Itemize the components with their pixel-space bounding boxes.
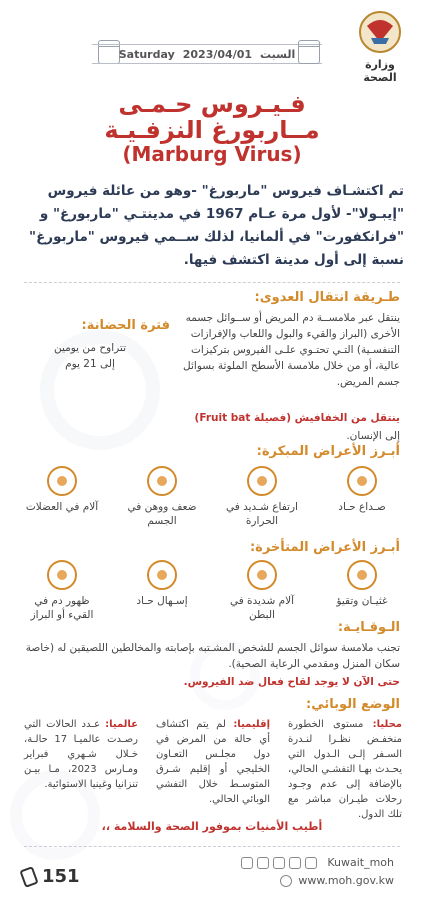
phone-icon	[19, 866, 38, 888]
muscle-pain-icon	[47, 466, 77, 496]
transmission-title: طـريقة انتقال العدوى:	[254, 290, 400, 305]
prevention-note: حتى الآن لا يوجد لقاح فعال ضد الفيروس.	[183, 676, 400, 688]
date-en: Saturday	[118, 47, 175, 61]
facebook-icon[interactable]	[257, 857, 269, 869]
incubation-line1: تتراوح من يومين	[53, 342, 127, 354]
intro-paragraph: تم اكتشـاف فيروس "ماربورغ" -وهو من عائلة فيروس "إيبـولا"- لأول مرة عـام 1967 في مدينتـي "ماربورغ" و "فرانكفورت" في ألمانيا، لذلك ســمي فيروس "ماربورغ" نسبة إلى أول مدينة اكتشف فيها.	[29, 183, 404, 268]
early-symptoms-title: أبـرز الأعراض المبكرة:	[256, 444, 400, 459]
late-symptoms-row	[24, 560, 400, 622]
transmission-bat-2: إلى الإنسان.	[346, 430, 400, 442]
hotline[interactable]	[22, 866, 80, 887]
twitter-icon[interactable]	[305, 857, 317, 869]
header	[0, 0, 424, 88]
incubation-text	[30, 340, 150, 372]
situation-title: الوضع الوبائي:	[306, 697, 400, 712]
symptom-item: ضعف ووهن في الجسم	[124, 466, 200, 528]
early-symptoms-row	[24, 466, 400, 528]
prevention-text: تجنب ملامسة سوائل الجسم للشخص المشـتبه بإصابته والمخالطين اللصيقين له (خاصة سكان المنزل ومقدمي الرعاية الصحية).	[25, 642, 400, 670]
hotline-number: 151	[42, 866, 80, 887]
symptom-item: إسـهال حـاد	[124, 560, 200, 622]
transmission-text: ينتقل عبر ملامســة دم المريض أو ســوائل جسمه الأخرى (البراز والقيء والبول واللعاب والإفرازات التنفسـية) التـي تحتـوي علـى الفيروس بتركيزات عالية، أو من خلال ملامسة الأسطح الملوثة بسوائل جسم المريض.	[183, 312, 400, 388]
symptom-item: آلام شديدة في البطن	[224, 560, 300, 622]
symptom-item: صـداع حـاد	[324, 466, 400, 528]
globe-icon	[280, 875, 292, 887]
symptom-item: ظهور دم في القيء أو البراز	[24, 560, 100, 622]
late-symptoms-title: أبـرز الأعراض المتأخرة:	[249, 540, 400, 555]
title-line2: مــاربورغ النزفـيـة	[104, 116, 320, 144]
headache-icon	[347, 466, 377, 496]
footer	[0, 852, 424, 900]
instagram-icon[interactable]	[273, 857, 285, 869]
title-line1: فـيـروس حـمـى	[118, 90, 306, 118]
date-ar: السبت	[260, 47, 296, 61]
symptom-item: غثيـان وتقيؤ	[324, 560, 400, 622]
abdominal-pain-icon	[247, 560, 277, 590]
social-links	[241, 856, 394, 869]
symptom-item: ارتفاع شـديد في الحرارة	[224, 466, 300, 528]
symptom-item: آلام في العضلات	[24, 466, 100, 528]
weakness-icon	[147, 466, 177, 496]
website-link[interactable]	[280, 874, 394, 887]
nausea-icon	[347, 560, 377, 590]
fever-icon	[247, 466, 277, 496]
ministry-logo	[350, 8, 410, 84]
ministry-name: وزارة الصحة	[363, 58, 397, 84]
situation-regional: إقليميا: لم يتم اكتشاف أي حالة من المرض في دول مجلـس التعـاون الخليجي أو إقليم شـرق المتوسـط خلال التفشي الوبائي الحالي.	[156, 719, 270, 805]
emblem-icon	[357, 8, 403, 56]
closing-wishes: أطيب الأمنيات بموفور الصحة والسلامة ،،	[101, 820, 323, 833]
divider	[24, 846, 400, 847]
incubation-title: فترة الحضانة:	[81, 318, 170, 333]
bleeding-icon	[47, 560, 77, 590]
calendar-icon	[298, 40, 320, 64]
date-bar	[92, 44, 322, 64]
website-url[interactable]: www.moh.gov.kw	[298, 874, 394, 887]
incubation-line2: إلى 21 يوم	[65, 358, 115, 370]
date-value: 2023/04/01	[182, 47, 253, 61]
transmission-bat: ينتقل من الخفافيش (فصيلة Fruit bat)	[194, 412, 400, 424]
youtube-icon[interactable]	[289, 857, 301, 869]
situation-local: محليا: مستوى الخطورة منخفـض نظـرا لنـدرة السـفر إلـى الـدول التي يحـدث بهـا التفشـي الحالي، بالإضافة إلى عدم وجـود رحلات طيـران مباشر مع تلك الدول.	[288, 719, 402, 820]
snapchat-icon[interactable]	[241, 857, 253, 869]
prevention-title: الـوقـايـة:	[337, 620, 400, 635]
diarrhea-icon	[147, 560, 177, 590]
title-english: (Marburg Virus)	[122, 142, 302, 166]
divider	[24, 282, 400, 283]
situation-global: عالميا: عـدد الحالات التي رصـدت عالميـا 17 حالـة، خـلال شـهري فبراير ومـارس 2023، مـا بيـن تنزانيا وغينيا الاستوائية.	[24, 719, 138, 790]
social-handle[interactable]: Kuwait_moh	[327, 856, 394, 869]
